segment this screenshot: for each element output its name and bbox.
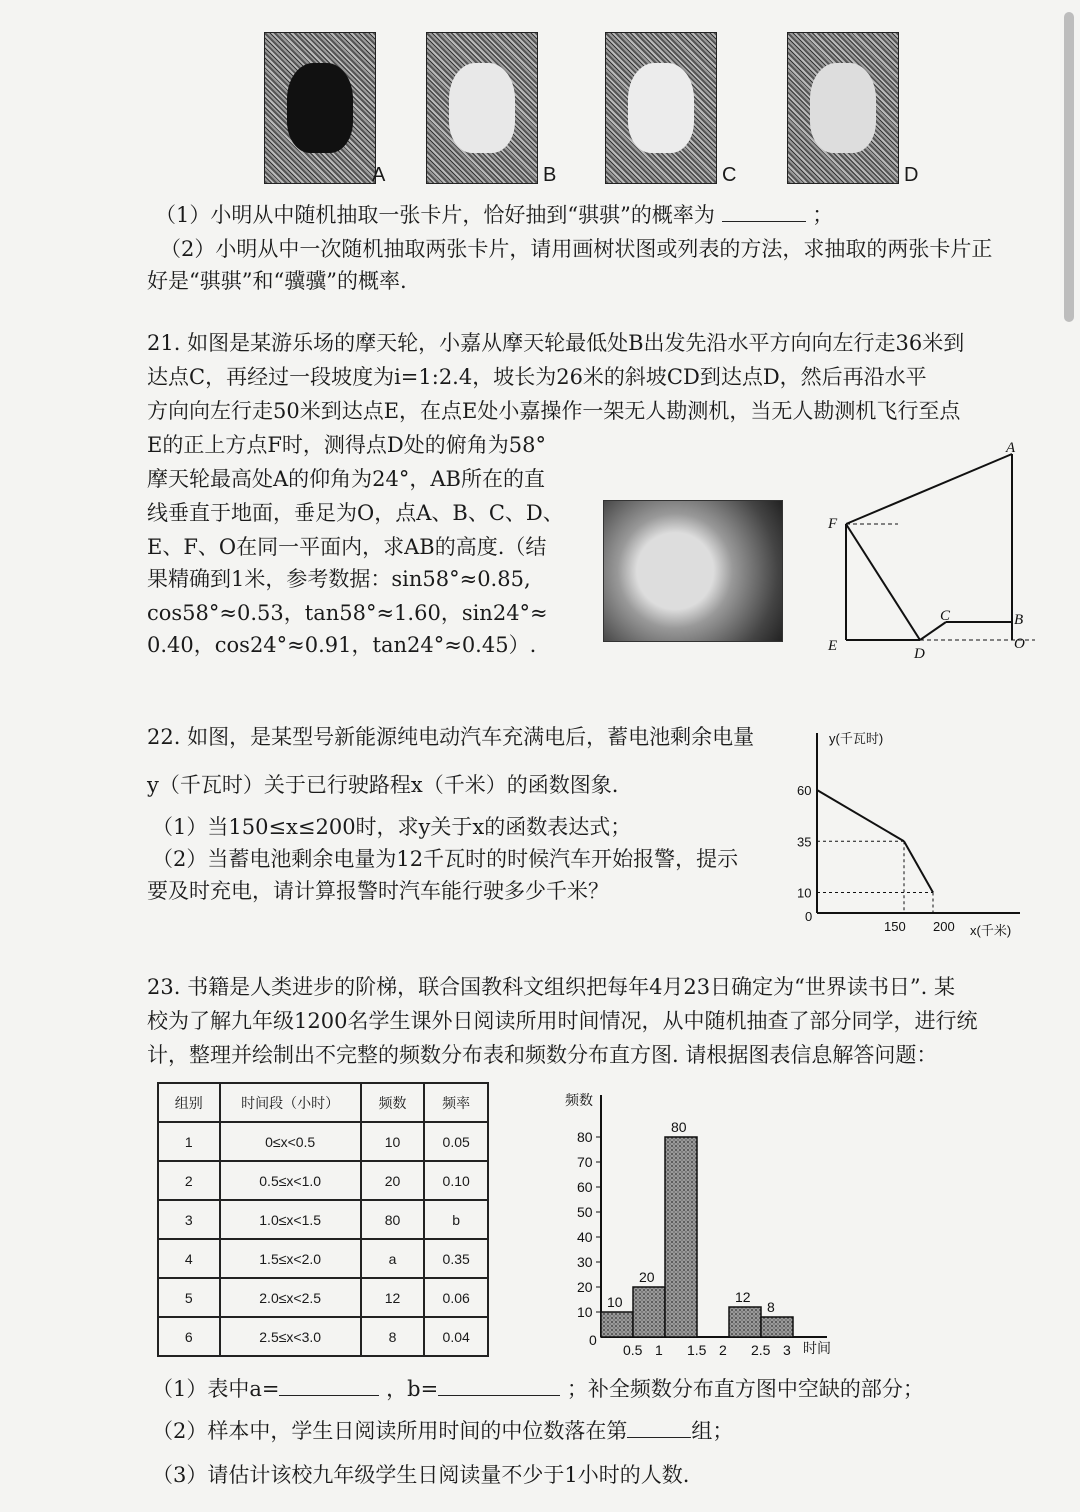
y-tick-label: 20 (577, 1279, 593, 1295)
x-axis-label: x(千米) (970, 923, 1012, 938)
q20-part1 (155, 198, 833, 232)
table-cell: 8 (361, 1317, 425, 1356)
table-cell: 6 (158, 1317, 220, 1356)
table-cell: 4 (158, 1239, 220, 1278)
bar-value-label: 80 (671, 1119, 687, 1135)
table-cell: b (424, 1200, 488, 1239)
x-tick-label: 2 (719, 1342, 727, 1358)
q23-line-3: 计，整理并绘制出不完整的频数分布表和频数分布直方图. 请根据图表信息解答问题： (147, 1043, 938, 1067)
y-tick-label: 40 (577, 1229, 593, 1245)
card-b-image (426, 32, 538, 184)
table-cell: 2.5≤x<3.0 (220, 1317, 361, 1356)
table-header-row (158, 1083, 488, 1122)
table-header-cell: 频率 (424, 1083, 488, 1122)
q21-line-7: E、F、O在同一平面内，求AB的高度.（结 (147, 535, 547, 559)
answer-group-blank[interactable] (627, 1417, 691, 1438)
q21-line-9: cos58°≈0.53，tan58°≈1.60，sin24°≈ (147, 601, 548, 625)
q23-part2-text: （2）样本中，学生日阅读所用时间的中位数落在第 (152, 1419, 628, 1443)
battery-chart (795, 725, 1035, 945)
card-label-a: A (372, 164, 386, 186)
bar-value-label: 8 (767, 1299, 775, 1315)
table-cell: 0.04 (424, 1317, 488, 1356)
table-row (158, 1122, 488, 1161)
q23-line-2: 校为了解九年级1200名学生课外日阅读所用时间情况，从中随机抽查了部分同学，进行统 (147, 1009, 978, 1033)
x-tick-label: 1.5 (687, 1342, 707, 1358)
table-cell: 5 (158, 1278, 220, 1317)
q22-line-2: y（千瓦时）关于已行驶路程x（千米）的函数图象. (147, 773, 619, 797)
answer-a-blank[interactable] (279, 1375, 379, 1396)
q23-part1-end: ；补全频数分布直方图中空缺的部分； (566, 1377, 924, 1401)
table-row (158, 1278, 488, 1317)
table-cell: 1.0≤x<1.5 (220, 1200, 361, 1239)
diagram-label-b: B (1014, 612, 1024, 628)
histogram-bar (761, 1317, 793, 1337)
table-cell: a (361, 1239, 425, 1278)
histogram-bar (729, 1307, 761, 1337)
q20-part1-end: ； (812, 203, 834, 227)
bar-value-label: 10 (607, 1294, 623, 1310)
table-cell: 1.5≤x<2.0 (220, 1239, 361, 1278)
q20-part2-line1: （2）小明从中一次随机抽取两张卡片，请用画树状图或列表的方法，求抽取的两张卡片正 (160, 237, 993, 261)
x-tick-label: 150 (884, 919, 906, 934)
line-segment (904, 841, 933, 892)
table-cell: 20 (361, 1161, 425, 1200)
card-label-d: D (904, 164, 919, 186)
diagram-label-c: C (940, 608, 951, 624)
q21-line-3: 方向向左行走50米到达点E，在点E处小嘉操作一架无人勘测机，当无人勘测机飞行至点 (147, 399, 961, 423)
card-label-b: B (543, 164, 557, 186)
q21-line-2: 达点C，再经过一段坡度为i=1:2.4，坡长为26米的斜坡CD到达点D，然后再沿水平 (147, 365, 927, 389)
histogram-bar (633, 1287, 665, 1337)
y-tick-label: 10 (797, 885, 812, 901)
q22-line-1: 22. 如图，是某型号新能源纯电动汽车充满电后，蓄电池剩余电量 (147, 725, 755, 749)
card-d-image (787, 32, 899, 184)
y-tick-label: 35 (797, 834, 812, 850)
origin-label: 0 (805, 909, 813, 924)
card-c-image (605, 32, 717, 184)
histogram-bar (665, 1137, 697, 1337)
q22-line-4: （2）当蓄电池剩余电量为12千瓦时的时候汽车开始报警，提示 (152, 847, 739, 871)
histogram-chart (555, 1085, 845, 1360)
table-header-cell: 时间段（小时） (220, 1083, 361, 1122)
q21-line-1: 21. 如图是某游乐场的摩天轮，小嘉从摩天轮最低处B出发先沿水平方向向左行走36米到 (147, 331, 965, 355)
y-axis-label: 频数 (565, 1092, 593, 1108)
histogram-bar (601, 1312, 633, 1337)
card-a-image (264, 32, 376, 184)
table-row (158, 1239, 488, 1278)
ferris-wheel-diagram (820, 440, 1040, 670)
table-cell: 12 (361, 1278, 425, 1317)
table-header-cell: 组别 (158, 1083, 220, 1122)
q23-part3: （3）请估计该校九年级学生日阅读量不少于1小时的人数. (152, 1463, 690, 1487)
bar-value-label: 20 (639, 1269, 655, 1285)
line-segment (817, 790, 904, 841)
x-tick-label: 2.5 (751, 1342, 771, 1358)
table-row (158, 1161, 488, 1200)
x-tick-label: 200 (933, 919, 955, 934)
q22-line-5: 要及时充电，请计算报警时汽车能行驶多少千米？ (147, 879, 609, 903)
x-axis-label: 时间 (803, 1340, 831, 1356)
table-cell: 0≤x<0.5 (220, 1122, 361, 1161)
q23-part1 (152, 1372, 924, 1406)
diagram-label-e: E (828, 638, 838, 654)
y-tick-label: 60 (577, 1179, 593, 1195)
q22-line-3: （1）当150≤x≤200时，求y关于x的函数表达式； (152, 815, 632, 839)
q23-part1-a-label: （1）表中a= (152, 1377, 280, 1401)
q23-line-1: 23. 书籍是人类进步的阶梯，联合国教科文组织把每年4月23日确定为“世界读书日”. 某 (147, 975, 955, 999)
table-cell: 0.06 (424, 1278, 488, 1317)
q23-part2-end: 组； (691, 1419, 734, 1443)
diagram-label-f: F (828, 516, 838, 532)
y-axis-label: y(千瓦时) (829, 731, 884, 746)
y-tick-label: 70 (577, 1154, 593, 1170)
frequency-table (157, 1082, 489, 1357)
x-tick-label: 3 (783, 1342, 791, 1358)
table-cell: 1 (158, 1122, 220, 1161)
y-tick-label: 60 (797, 783, 812, 798)
y-tick-label: 80 (577, 1129, 593, 1145)
y-tick-label: 30 (577, 1254, 593, 1270)
origin-label: 0 (589, 1332, 597, 1348)
diagram-label-d: D (914, 646, 925, 662)
scrollbar[interactable] (1064, 12, 1074, 322)
table-header-cell: 频数 (361, 1083, 425, 1122)
table-row (158, 1200, 488, 1239)
table-cell: 0.35 (424, 1239, 488, 1278)
x-tick-label: 1 (655, 1342, 663, 1358)
card-label-c: C (722, 164, 737, 186)
diagram-label-a: A (1006, 440, 1016, 456)
table-cell: 10 (361, 1122, 425, 1161)
table-cell: 3 (158, 1200, 220, 1239)
q21-line-6: 线垂直于地面，垂足为O，点A、B、C、D、 (147, 501, 564, 525)
q21-line-10: 0.40，cos24°≈0.91，tan24°≈0.45）. (147, 633, 537, 657)
diagram-label-o: O (1014, 636, 1025, 652)
q21-line-5: 摩天轮最高处A的仰角为24°，AB所在的直 (147, 467, 545, 491)
ferris-wheel-photo (603, 500, 783, 642)
table-cell: 2.0≤x<2.5 (220, 1278, 361, 1317)
y-tick-label: 50 (577, 1204, 593, 1220)
q23-part1-b-label: ，b= (386, 1377, 439, 1401)
bar-value-label: 12 (735, 1289, 751, 1305)
q21-line-4: E的正上方点F时，测得点D处的俯角为58° (147, 433, 546, 457)
q20-answer-blank[interactable] (722, 201, 806, 222)
answer-b-blank[interactable] (438, 1375, 560, 1396)
q23-part2 (152, 1414, 733, 1448)
table-row (158, 1317, 488, 1356)
table-cell: 0.10 (424, 1161, 488, 1200)
q20-part1-text: （1）小明从中随机抽取一张卡片，恰好抽到“骐骐”的概率为 (155, 203, 715, 227)
table-cell: 80 (361, 1200, 425, 1239)
table-cell: 2 (158, 1161, 220, 1200)
q21-line-8: 果精确到1米，参考数据：sin58°≈0.85, (147, 567, 531, 591)
y-tick-label: 10 (577, 1304, 593, 1320)
x-tick-label: 0.5 (623, 1342, 643, 1358)
q20-part2-line2: 好是“骐骐”和“骥骥”的概率. (147, 269, 407, 293)
table-cell: 0.5≤x<1.0 (220, 1161, 361, 1200)
table-cell: 0.05 (424, 1122, 488, 1161)
